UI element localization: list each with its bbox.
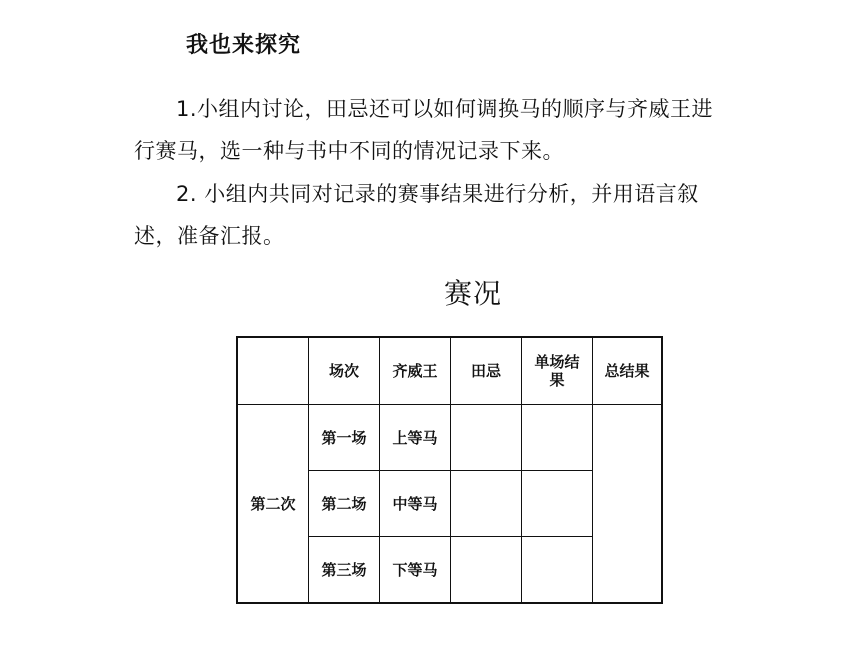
single-result-cell: [522, 537, 593, 604]
header-cell-single-result: [522, 337, 593, 405]
match-cell: 第二场: [309, 471, 380, 537]
total-result-cell: [593, 405, 663, 604]
table-header-row: [237, 337, 662, 405]
header-cell-king-qiwei: 齐威王: [380, 337, 451, 405]
match-cell: 第一场: [309, 405, 380, 471]
header-cell-tianji: 田忌: [451, 337, 522, 405]
king-horse-cell: 上等马: [380, 405, 451, 471]
king-horse-cell: 中等马: [380, 471, 451, 537]
king-horse-cell: 下等马: [380, 537, 451, 604]
tianji-horse-cell: [451, 405, 522, 471]
header-single-result-label: 单场结果: [534, 353, 580, 389]
match-cell: 第三场: [309, 537, 380, 604]
single-result-cell: [522, 471, 593, 537]
header-cell-empty: [237, 337, 309, 405]
header-cell-total-result: 总结果: [593, 337, 663, 405]
instruction-paragraph-2: 2. 小组内共同对记录的赛事结果进行分析，并用语言叙述，准备汇报。: [134, 182, 699, 248]
instruction-paragraph-1: 1.小组内讨论，田忌还可以如何调换马的顺序与齐威王进行赛马，选一种与书中不同的情况记录下来。: [134, 97, 714, 163]
table-row: [237, 405, 662, 471]
section-heading: 我也来探究: [186, 33, 302, 58]
group-label-cell: 第二次: [237, 405, 309, 604]
tianji-horse-cell: [451, 537, 522, 604]
single-result-cell: [522, 405, 593, 471]
header-cell-match: 场次: [309, 337, 380, 405]
tianji-horse-cell: [451, 471, 522, 537]
race-results-table: [236, 336, 663, 604]
table-title: 赛况: [444, 277, 503, 310]
